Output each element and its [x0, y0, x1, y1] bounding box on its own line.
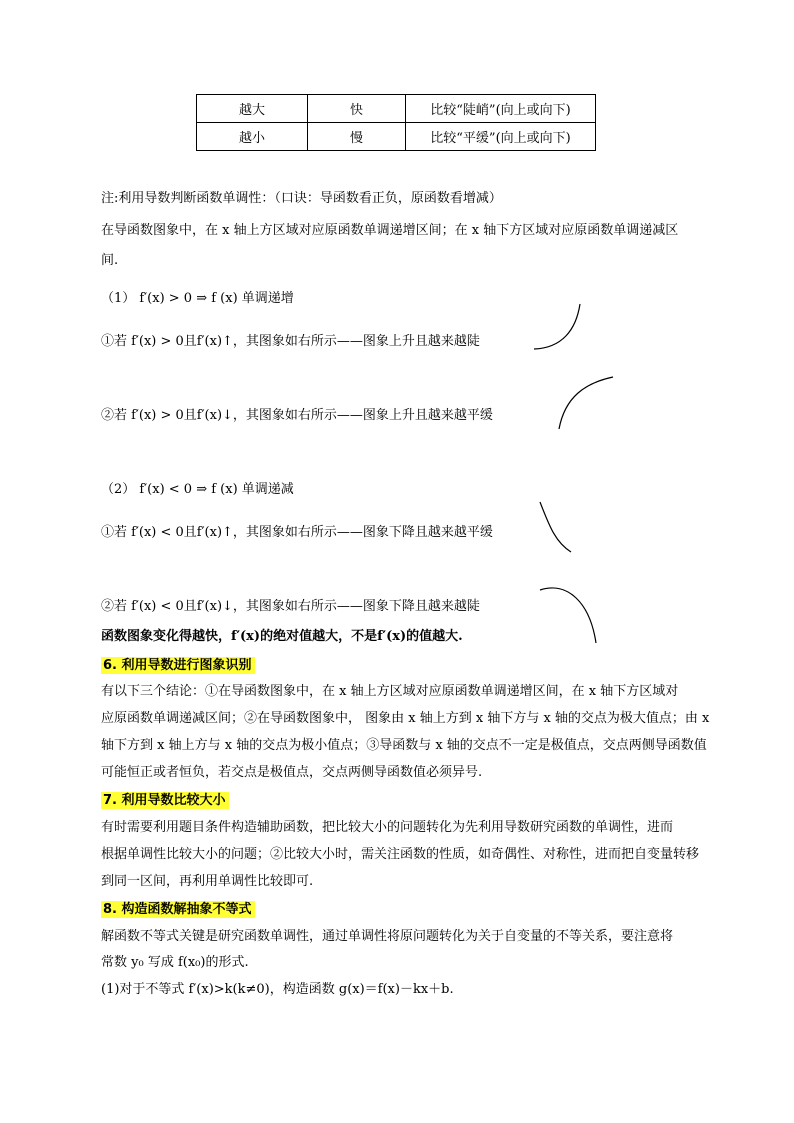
section7-line-1: 有时需要利用题目条件构造辅助函数，把比较大小的问题转化为先利用导数研究函数的单调性，进而 [101, 820, 674, 835]
section7-title [101, 793, 229, 809]
table-cell: 慢 [308, 123, 406, 151]
case1-item-2: ②若 f′(x) > 0且f′(x)↓，其图象如右所示——图象上升且越来越平缓 [101, 408, 493, 423]
section6-line-2: 应原函数单调递减区间；②在导函数图象中， 图象由 x 轴上方到 x 轴下方与 x 轴的交点为极大值点；由 x [101, 711, 710, 726]
section7-line-2: 根据单调性比较大小的问题；②比较大小时，需关注函数的性质，如奇偶性、对称性，进而把自变量转移 [101, 847, 700, 862]
case2-item-2: ②若 f′(x) < 0且f′(x)↓，其图象如右所示——图象下降且越来越陡 [101, 599, 480, 614]
section7-title-text: 7. 利用导数比较大小 [101, 792, 229, 809]
comparison-table [196, 94, 596, 151]
table-row [197, 95, 596, 123]
table-cell: 越小 [197, 123, 308, 151]
table-row [197, 123, 596, 151]
section8-line-3: (1)对于不等式 f′(x)>k(k≠0)，构造函数 g(x)＝f(x)－kx＋b. [101, 982, 454, 997]
case2-heading: （2） f′(x) < 0 ⇒ f (x) 单调递减 [101, 482, 294, 497]
case1-heading: （1） f′(x) > 0 ⇒ f (x) 单调递增 [101, 291, 294, 306]
section8-title-text: 8. 构造函数解抽象不等式 [101, 901, 255, 918]
table-cell: 比较“平缓”(向上或向下) [406, 123, 596, 151]
intro-line-2: 间. [101, 253, 119, 268]
table-cell: 快 [308, 95, 406, 123]
section6-line-4: 可能恒正或者恒负，若交点是极值点，交点两侧导函数值必须异号. [101, 765, 483, 780]
decreasing-flatter-curve [537, 500, 577, 560]
increasing-steeper-curve [530, 300, 590, 355]
intro-line-1: 在导函数图象中，在 x 轴上方区域对应原函数单调递增区间；在 x 轴下方区域对应原函数单调递减区 [101, 223, 679, 238]
section8-line-1: 解函数不等式关键是研究函数单调性，通过单调性将原问题转化为关于自变量的不等关系，要注意将 [101, 929, 674, 944]
section7-line-3: 到同一区间，再利用单调性比较即可. [101, 874, 314, 889]
section6-line-1: 有以下三个结论：①在导函数图象中，在 x 轴上方区域对应原函数单调递增区间，在 x 轴下方区域对 [101, 684, 679, 699]
table-cell: 比较“陡峭”(向上或向下) [406, 95, 596, 123]
case1-item-1: ①若 f′(x) > 0且f′(x)↑，其图象如右所示——图象上升且越来越陡 [101, 334, 480, 349]
section8-title [101, 902, 255, 918]
summary-line: 函数图象变化得越快，f′(x)的绝对值越大，不是f′(x)的值越大. [101, 629, 463, 644]
table-cell: 越大 [197, 95, 308, 123]
monotonicity-note: 注:利用导数判断函数单调性：（口诀：导函数看正负，原函数看增减） [101, 191, 502, 206]
section6-title-text: 6. 利用导数进行图象识别 [101, 657, 255, 674]
case2-item-1: ①若 f′(x) < 0且f′(x)↑，其图象如右所示——图象下降且越来越平缓 [101, 525, 493, 540]
increasing-flatter-curve [555, 375, 620, 435]
section8-line-2: 常数 y₀ 写成 f(x₀)的形式. [101, 955, 249, 970]
section6-line-3: 轴下方到 x 轴上方与 x 轴的交点为极小值点；③导函数与 x 轴的交点不一定是极值点，交点两侧导函数值 [101, 738, 707, 753]
section6-title [101, 658, 255, 674]
decreasing-steeper-curve [538, 583, 600, 648]
